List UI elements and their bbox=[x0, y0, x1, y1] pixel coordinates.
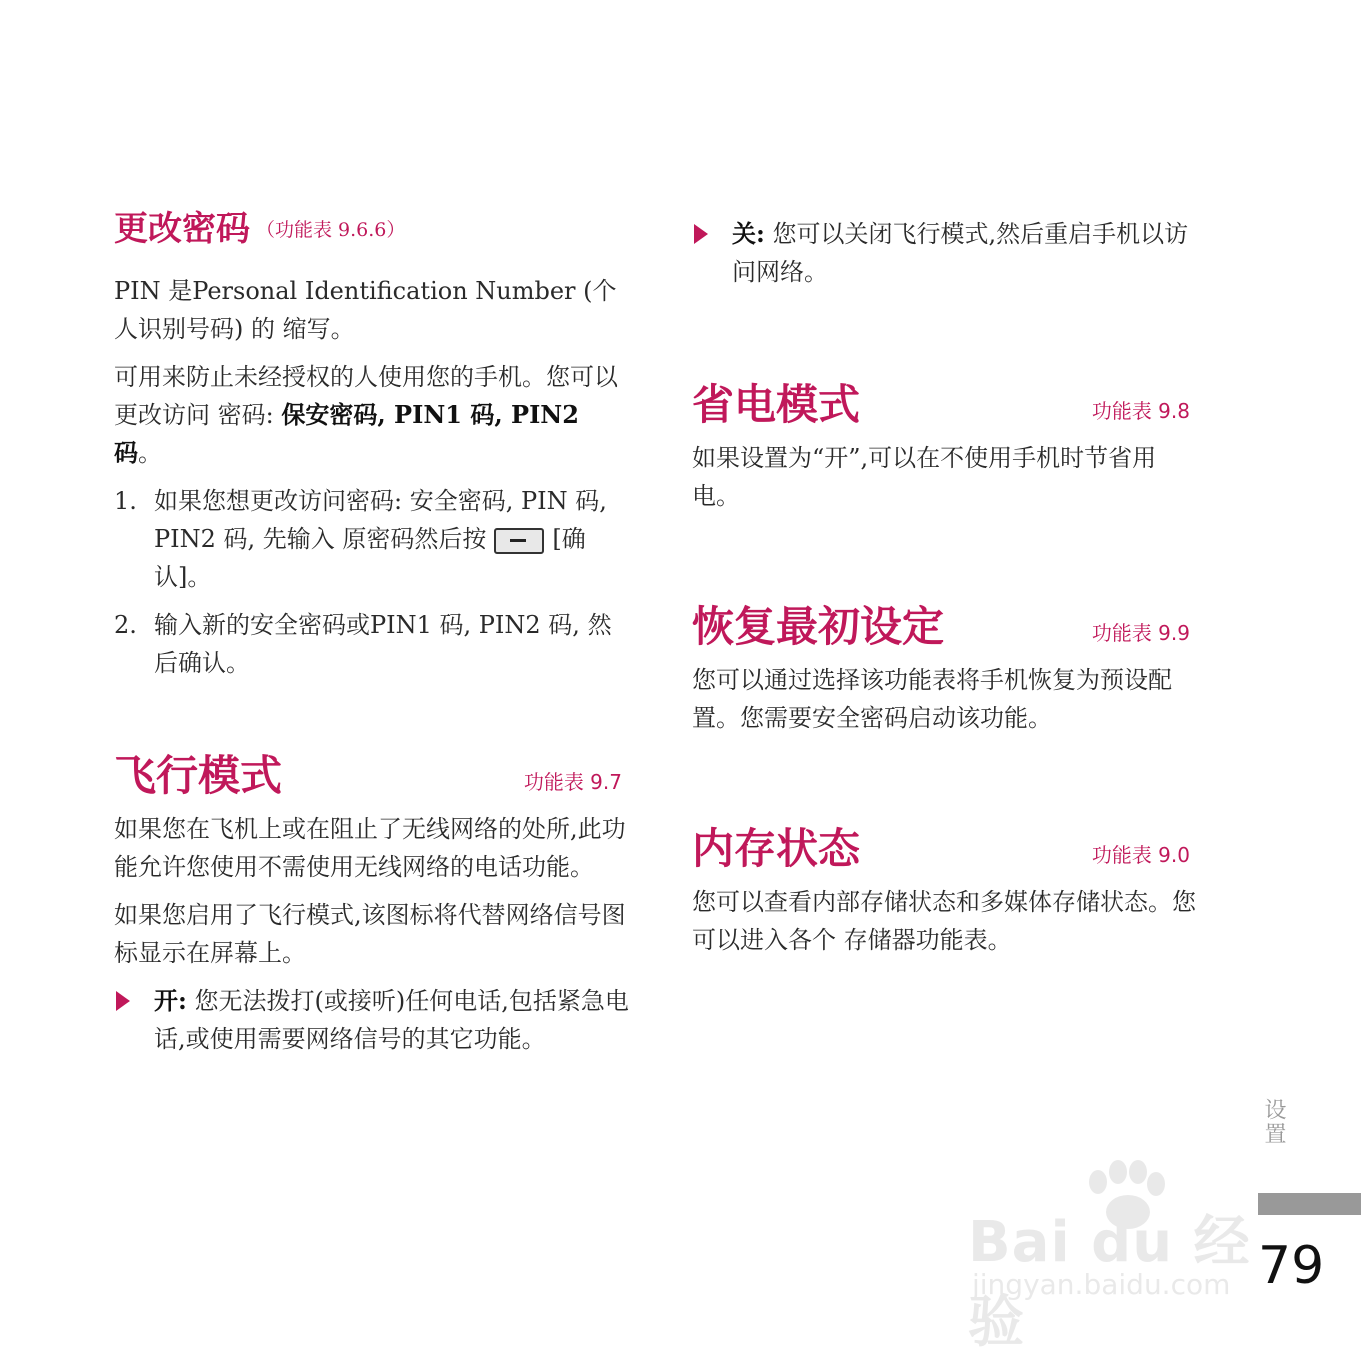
step-text: 输入新的安全密码或PIN1 码, PIN2 码, 然后确认。 bbox=[154, 611, 612, 677]
step-text: 如果您想更改访问密码: 安全密码, PIN 码, PIN2 码, 先输入 原密码然后按 bbox=[154, 487, 607, 553]
triangle-right-icon bbox=[116, 991, 130, 1011]
softkey-icon bbox=[494, 528, 544, 554]
bullet-label: 关: bbox=[732, 219, 765, 248]
steps-list bbox=[114, 482, 634, 682]
password-types: 保安密码, PIN1 码, PIN2 码 bbox=[114, 400, 579, 467]
bullet-off bbox=[692, 215, 1202, 291]
watermark-url: jingyan.baidu.com bbox=[972, 1268, 1231, 1301]
step-2 bbox=[114, 606, 634, 682]
bullet-text: 您无法拨打(或接听)任何电话,包括紧急电话,或使用需要网络信号的其它功能。 bbox=[154, 987, 629, 1053]
paragraph-usage-text: 可用来防止未经授权的人使用您的手机。您可以更改访问 密码: bbox=[114, 363, 618, 429]
step-text-end: [确认]。 bbox=[154, 525, 586, 591]
page-number: 79 bbox=[1258, 1236, 1325, 1296]
bullet-text: 您可以关闭飞行模式,然后重启手机以访问网络。 bbox=[732, 220, 1189, 286]
section-title: 省电模式 bbox=[692, 380, 861, 429]
section-title: 恢复最初设定 bbox=[692, 602, 945, 651]
paragraph-flight-2: 如果您启用了飞行模式,该图标将代替网络信号图标显示在屏幕上。 bbox=[114, 901, 626, 967]
watermark-text: Bai du 经验 bbox=[968, 1210, 1251, 1355]
section-title: 内存状态 bbox=[692, 824, 861, 873]
step-number: 2. bbox=[114, 611, 137, 639]
step-1 bbox=[114, 482, 634, 596]
paragraph-memory: 您可以查看内部存储状态和多媒体存储状态。您可以进入各个 存储器功能表。 bbox=[692, 888, 1196, 954]
right-column bbox=[692, 205, 1202, 959]
section-title-text: 更改密码 bbox=[114, 209, 250, 249]
paragraph-power-save: 如果设置为“开”,可以在不使用手机时节省用电。 bbox=[692, 444, 1157, 510]
section-header-power-save bbox=[692, 377, 1202, 439]
chapter-tab: 设置 bbox=[1261, 1098, 1286, 1146]
step-number: 1. bbox=[114, 487, 137, 515]
section-title-change-password bbox=[114, 205, 634, 254]
paragraph-pin: PIN 是Personal Identification Number (个人识别号码) 的 缩写。 bbox=[114, 277, 617, 343]
menu-ref: 功能表 9.9 bbox=[1091, 621, 1190, 645]
bullet-on bbox=[114, 982, 634, 1058]
menu-ref: 功能表 9.8 bbox=[1091, 399, 1190, 423]
paragraph-flight-1: 如果您在飞机上或在阻止了无线网络的处所,此功能允许您使用不需使用无线网络的电话功能。 bbox=[114, 815, 626, 881]
left-column bbox=[114, 205, 634, 1058]
baidu-watermark bbox=[968, 1160, 1278, 1355]
paragraph-usage bbox=[114, 358, 634, 472]
section-title: 飞行模式 bbox=[114, 751, 283, 800]
triangle-right-icon bbox=[694, 224, 708, 244]
section-header-flight-mode bbox=[114, 748, 634, 810]
paragraph-reset: 您可以通过选择该功能表将手机恢复为预设配置。您需要安全密码启动该功能。 bbox=[692, 666, 1172, 732]
menu-ref: （功能表 9.6.6） bbox=[256, 219, 406, 241]
menu-ref: 功能表 9.0 bbox=[1091, 843, 1190, 867]
bullet-label: 开: bbox=[154, 986, 187, 1015]
section-header-memory bbox=[692, 821, 1202, 883]
section-header-reset bbox=[692, 599, 1202, 661]
paragraph-usage-end: 。 bbox=[138, 439, 162, 467]
menu-ref: 功能表 9.7 bbox=[523, 770, 622, 794]
